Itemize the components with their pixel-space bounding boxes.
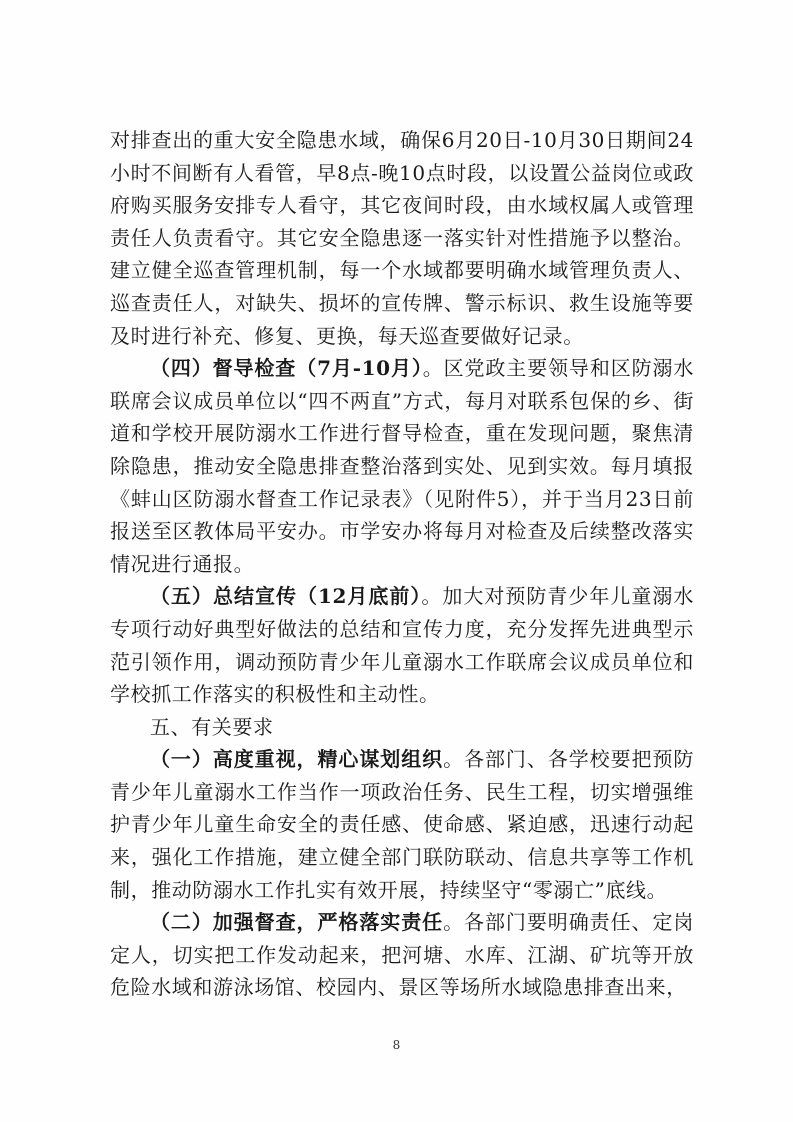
section-title — [110, 711, 694, 744]
paragraph-heading: （五）总结宣传（12月底前） — [150, 584, 422, 609]
paragraph-summary — [110, 580, 694, 710]
paragraph-requirement-2 — [110, 906, 694, 1004]
paragraph-supervision — [110, 352, 694, 580]
paragraph-text: 。各部门、各学校要把预防青少年儿童溺水工作当作一项政治任务、民生工程，切实增强维护青少年儿童生命安全的责任感、使命感、紧迫感，迅速行动起来，强化工作措施，建立健全部门联防联动、信息共享等工作机制，推动防溺水工作扎实有效开展，持续坚守“零溺亡”底线。 — [110, 747, 695, 902]
paragraph-heading: （四）督导检查（7月-10月） — [150, 356, 423, 381]
paragraph-requirement-1 — [110, 743, 694, 906]
paragraph-text: 对排查出的重大安全隐患水域，确保6月20日-10月30日期间24小时不间断有人看管，早8点-晚10点时段，以设置公益岗位或政府购买服务安排专人看守，其它夜间时段，由水域权属人或管理责任人负责看守。其它安全隐患逐一落实针对性措施予以整治。建立健全巡查管理机制，每一个水域都要明确水域管理负责人、巡查责任人，对缺失、损坏的宣传牌、警示标识、救生设施等要及时进行补充、修复、更换，每天巡查要做好记录。 — [110, 128, 694, 348]
page-number: 8 — [392, 1038, 401, 1052]
paragraph-text: 。加大对预防青少年儿童溺水专项行动好典型好做法的总结和宣传力度，充分发挥先进典型示范引领作用，调动预防青少年儿童溺水工作联席会议成员单位和学校抓工作落实的积极性和主动性。 — [110, 584, 694, 707]
body-text — [110, 124, 694, 1004]
paragraph-heading: （一）高度重视，精心谋划组织 — [150, 747, 444, 772]
paragraph-continuation — [110, 124, 694, 352]
paragraph-heading: （二）加强督查，严格落实责任 — [150, 910, 444, 935]
paragraph-text: 。各部门要明确责任、定岗定人，切实把工作发动起来，把河塘、水库、江湖、矿坑等开放危险水域和游泳场馆、校园内、景区等场所水域隐患排查出来， — [110, 910, 695, 1000]
paragraph-text: 。区党政主要领导和区防溺水联席会议成员单位以“四不两直”方式，每月对联系包保的乡、街道和学校开展防溺水工作进行督导检查，重在发现问题，聚焦清除隐患，推动安全隐患排查整治落到实处、见到实效。每月填报《蚌山区防溺水督查工作记录表》（见附件5），并于当月23日前报送至区教体局平安办。市学安办将每月对检查及后续整改落实情况进行通报。 — [110, 356, 694, 576]
section-title-text: 五、有关要求 — [150, 714, 274, 739]
